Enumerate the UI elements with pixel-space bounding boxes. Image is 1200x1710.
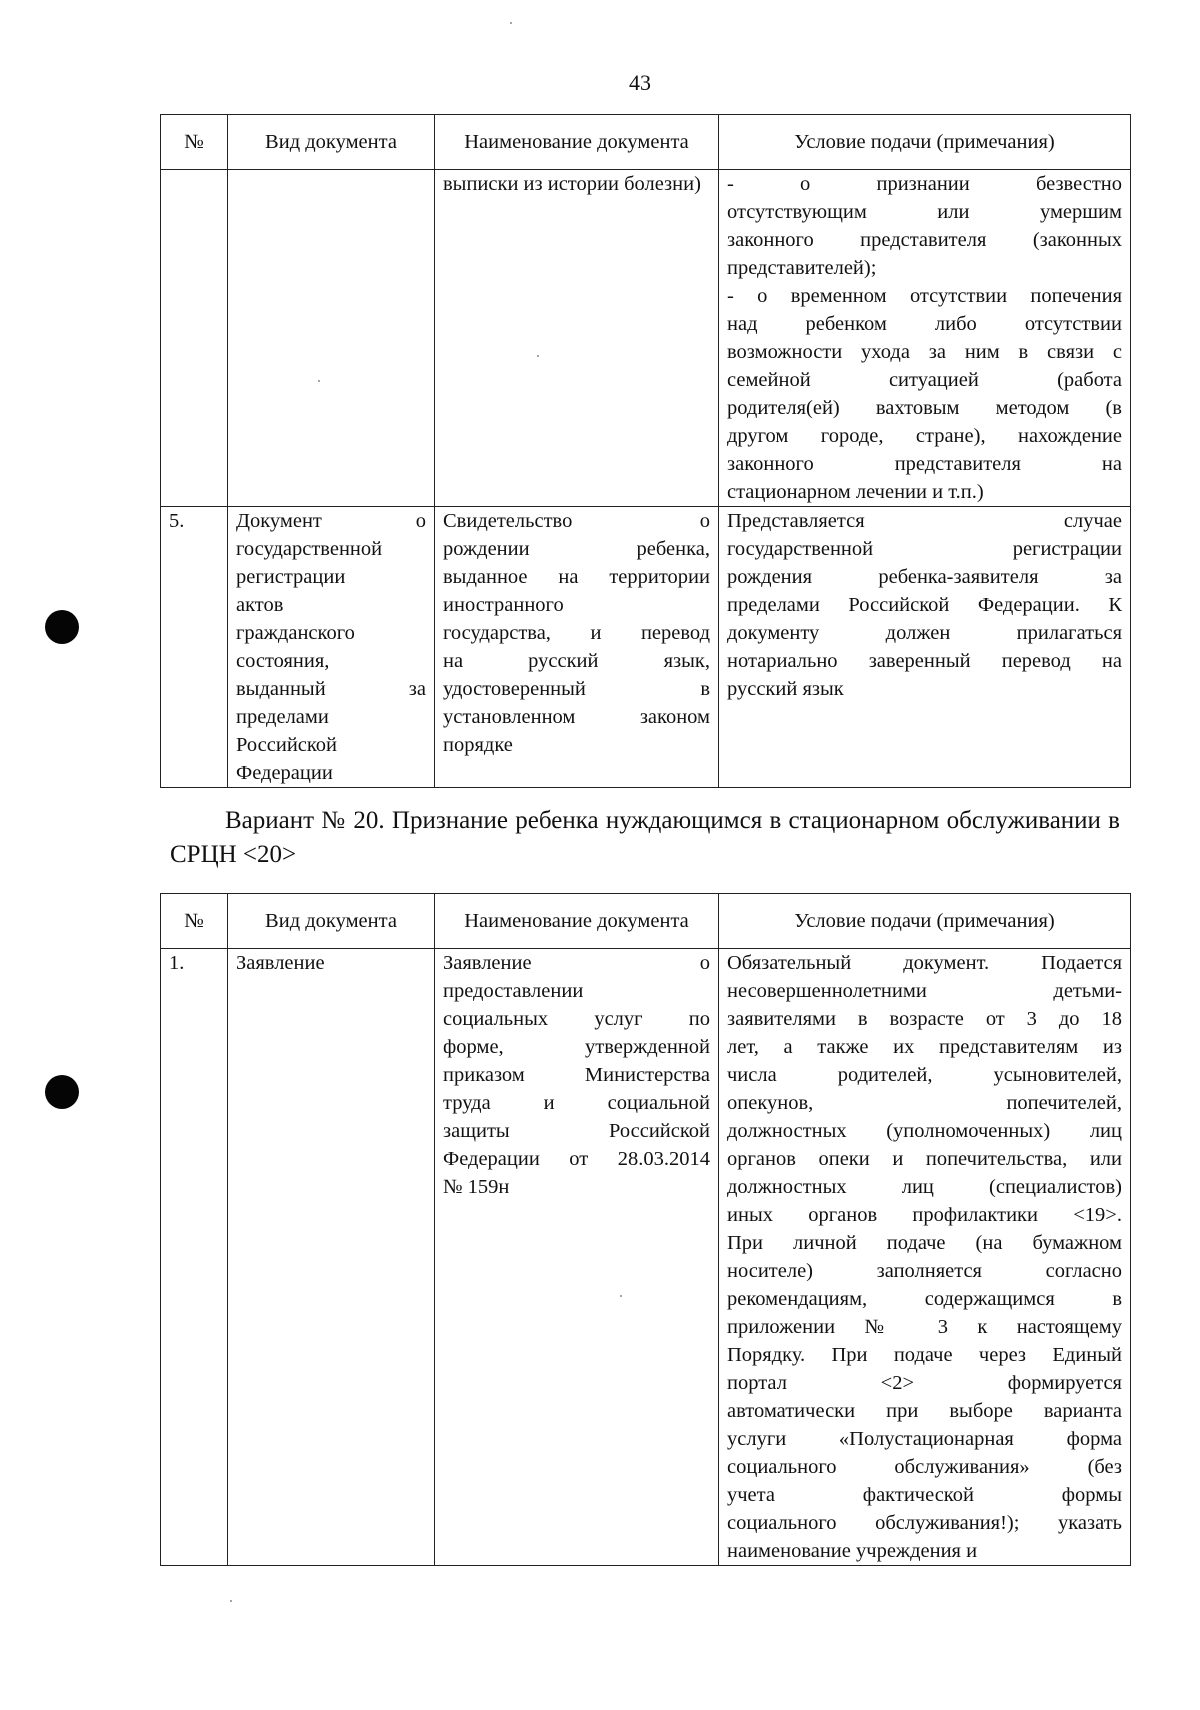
text-line: государства, и перевод xyxy=(443,622,710,644)
text-line: возможности ухода за ним в связи с xyxy=(727,341,1122,363)
text-line: Свидетельство о xyxy=(443,510,710,532)
text-line: Порядку. При подаче через Единый xyxy=(727,1344,1122,1366)
table-header-row xyxy=(161,115,1131,170)
text-line: № 159н xyxy=(443,1176,510,1198)
cell-doc-type xyxy=(228,170,435,507)
cell-number xyxy=(161,170,228,507)
text-line: на русский язык, xyxy=(443,650,710,672)
text-line: выданное на территории xyxy=(443,566,710,588)
text-line: государственной регистрации xyxy=(727,538,1122,560)
cell-doc-name xyxy=(435,949,719,1566)
header-doc-type: Вид документа xyxy=(228,894,435,949)
doc-name-text: выписки из истории болезни) xyxy=(443,173,701,195)
scan-speck xyxy=(318,380,320,382)
cell-condition xyxy=(719,170,1131,507)
text-line: другом городе, стране), нахождение xyxy=(727,425,1122,447)
text-line: русский язык xyxy=(727,678,844,700)
section-heading: Вариант № 20. Признание ребенка нуждающимся в стационарном обслуживании в СРЦН <20> xyxy=(170,807,1120,868)
text-line: труда и социальной xyxy=(443,1092,710,1114)
text-line: Представляется случае xyxy=(727,510,1122,532)
text-line: иностранного xyxy=(443,594,564,616)
text-line: должностных (уполномоченных) лиц xyxy=(727,1120,1122,1142)
text-line: над ребенком либо отсутствии xyxy=(727,313,1122,335)
text-line: социального обслуживания!); указать xyxy=(727,1512,1122,1534)
header-doc-type: Вид документа xyxy=(228,115,435,170)
text-line: носителе) заполняется согласно xyxy=(727,1260,1122,1282)
text-line: представителей); xyxy=(727,257,877,279)
text-line: удостоверенный в xyxy=(443,678,710,700)
text-line: законного представителя (законных xyxy=(727,229,1122,251)
table-row xyxy=(161,949,1131,1566)
text-line: законного представителя на xyxy=(727,453,1122,475)
cell-doc-type: Заявление xyxy=(228,949,435,1566)
cell-condition xyxy=(719,949,1131,1566)
text-line: портал <2> формируется xyxy=(727,1372,1122,1394)
text-line: стационарном лечении и т.п.) xyxy=(727,481,984,503)
scan-speck xyxy=(537,355,539,357)
text-line: рекомендациям, содержащимся в xyxy=(727,1288,1122,1310)
text-line: приложении № 3 к настоящему xyxy=(727,1316,1122,1338)
cell-condition xyxy=(719,507,1131,788)
text-line: отсутствующим или умершим xyxy=(727,201,1122,223)
text-line: - о временном отсутствии попечения xyxy=(727,285,1122,307)
text-line: состояния, xyxy=(236,650,330,672)
text-line: несовершеннолетними детьми- xyxy=(727,980,1122,1002)
text-line: - о признании безвестно xyxy=(727,173,1122,195)
header-condition: Условие подачи (примечания) xyxy=(719,115,1131,170)
text-line: числа родителей, усыновителей, xyxy=(727,1064,1122,1086)
text-line: защиты Российской xyxy=(443,1120,710,1142)
table-row xyxy=(161,507,1131,788)
text-line: Российской xyxy=(236,734,338,756)
scan-speck xyxy=(230,1600,232,1602)
text-line: услуги «Полустационарная форма xyxy=(727,1428,1122,1450)
cell-number: 1. xyxy=(161,949,228,1566)
punch-hole-mark xyxy=(45,1075,79,1109)
text-line: форме, утвержденной xyxy=(443,1036,710,1058)
header-number: № xyxy=(161,894,228,949)
text-line: должностных лиц (специалистов) xyxy=(727,1176,1122,1198)
text-line: пределами Российской Федерации. К xyxy=(727,594,1122,616)
text-line: установленном законом xyxy=(443,706,710,728)
text-line: приказом Министерства xyxy=(443,1064,710,1086)
text-line: гражданского xyxy=(236,622,355,644)
scan-speck xyxy=(510,22,512,24)
documents-table-continued xyxy=(160,114,1131,788)
text-line: автоматически при выборе варианта xyxy=(727,1400,1122,1422)
page-number: 43 xyxy=(629,70,651,95)
text-line: Заявление о xyxy=(443,952,710,974)
text-line: Федерации xyxy=(236,762,333,784)
text-line: наименование учреждения и xyxy=(727,1540,978,1562)
text-line: органов опеки и попечительства, или xyxy=(727,1148,1122,1170)
text-line: иных органов профилактики <19>. xyxy=(727,1204,1122,1226)
text-line: государственной xyxy=(236,538,383,560)
table-row xyxy=(161,170,1131,507)
punch-hole-mark xyxy=(45,610,79,644)
cell-doc-name xyxy=(435,170,719,507)
text-line: социальных услуг по xyxy=(443,1008,710,1030)
text-line: пределами xyxy=(236,706,329,728)
text-line: предоставлении xyxy=(443,980,584,1002)
text-line: социального обслуживания» (без xyxy=(727,1456,1122,1478)
header-number: № xyxy=(161,115,228,170)
text-line: семейной ситуацией (работа xyxy=(727,369,1122,391)
header-doc-name: Наименование документа xyxy=(435,115,719,170)
text-line: рождения ребенка-заявителя за xyxy=(727,566,1122,588)
header-doc-name: Наименование документа xyxy=(435,894,719,949)
documents-table-variant-20 xyxy=(160,893,1131,1566)
text-line: родителя(ей) вахтовым методом (в xyxy=(727,397,1122,419)
text-line: опекунов, попечителей, xyxy=(727,1092,1122,1114)
cell-doc-type xyxy=(228,507,435,788)
text-line: Документ о xyxy=(236,510,426,532)
header-condition: Условие подачи (примечания) xyxy=(719,894,1131,949)
text-line: учета фактической формы xyxy=(727,1484,1122,1506)
text-line: Обязательный документ. Подается xyxy=(727,952,1122,974)
text-line: выданный за xyxy=(236,678,426,700)
text-line: Федерации от 28.03.2014 xyxy=(443,1148,710,1170)
cell-doc-name xyxy=(435,507,719,788)
text-line: регистрации xyxy=(236,566,346,588)
text-line: актов xyxy=(236,594,284,616)
text-line: заявителями в возрасте от 3 до 18 xyxy=(727,1008,1122,1030)
text-line: лет, а также их представителям из xyxy=(727,1036,1122,1058)
text-line: порядке xyxy=(443,734,513,756)
scan-speck xyxy=(620,1295,622,1297)
text-line: рождении ребенка, xyxy=(443,538,710,560)
cell-number: 5. xyxy=(161,507,228,788)
text-line: нотариально заверенный перевод на xyxy=(727,650,1122,672)
text-line: При личной подаче (на бумажном xyxy=(727,1232,1122,1254)
table-header-row xyxy=(161,894,1131,949)
text-line: документу должен прилагаться xyxy=(727,622,1122,644)
